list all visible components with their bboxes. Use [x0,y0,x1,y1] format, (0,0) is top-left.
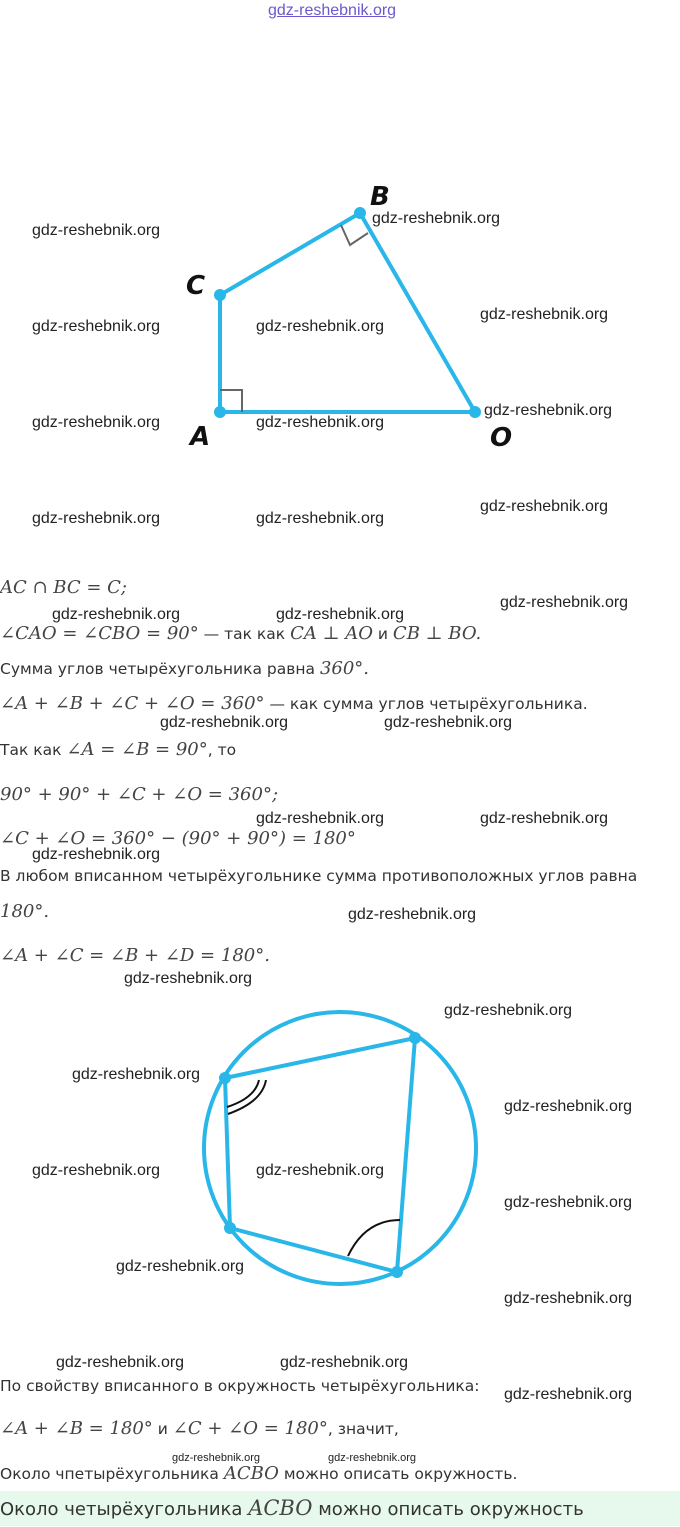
watermark: gdz-reshebnik.org [124,970,253,987]
watermark: gdz-reshebnik.org [276,606,405,623]
watermark: gdz-reshebnik.org [328,1452,417,1464]
watermark: gdz-reshebnik.org [32,846,161,863]
line-right-angles: ∠CAO = ∠CBO = 90° — так как CA ⊥ AO и CB ⊥ BO. [0,623,482,644]
right-angle-mark-b [341,225,368,245]
line-180: 180°. [0,901,50,922]
answer-box: Около четырёхугольника ACBO можно описать окружность [0,1491,680,1526]
vertex-c-label: C [186,271,206,301]
watermark-top[interactable]: gdz-reshebnik.org [268,2,397,19]
watermark: gdz-reshebnik.org [160,714,289,731]
line-by-property: По свойству вписанного в окружность четырёхугольника: [0,1377,480,1395]
watermark: gdz-reshebnik.org [256,810,385,827]
watermark: gdz-reshebnik.org [32,318,161,335]
watermark: gdz-reshebnik.org [32,1162,161,1179]
watermark: gdz-reshebnik.org [504,1098,633,1115]
line-inscribed-equation: ∠A + ∠C = ∠B + ∠D = 180°. [0,945,270,966]
line-result: ∠C + ∠O = 360° − (90° + 90°) = 180° [0,828,356,849]
quadrilateral-shape [220,213,475,412]
watermark: gdz-reshebnik.org [280,1354,409,1371]
inscribed-vertex-1 [219,1072,231,1084]
watermark: gdz-reshebnik.org [444,1002,573,1019]
watermark: gdz-reshebnik.org [52,606,181,623]
watermark: gdz-reshebnik.org [372,210,501,227]
vertex-o-label: O [490,423,513,453]
watermark: gdz-reshebnik.org [484,402,613,419]
watermark: gdz-reshebnik.org [172,1452,261,1464]
vertex-c-point [214,289,226,301]
watermark: gdz-reshebnik.org [256,318,385,335]
inscribed-vertex-4 [224,1222,236,1234]
watermark: gdz-reshebnik.org [348,906,477,923]
vertex-a-point [214,406,226,418]
watermark: gdz-reshebnik.org [32,510,161,527]
watermark: gdz-reshebnik.org [504,1194,633,1211]
watermark: gdz-reshebnik.org [32,222,161,239]
vertex-o-point [469,406,481,418]
line-substitution: 90° + 90° + ∠C + ∠O = 360°; [0,784,279,805]
watermark: gdz-reshebnik.org [256,414,385,431]
watermark: gdz-reshebnik.org [256,1162,385,1179]
line-conclusion-equations: ∠A + ∠B = 180° и ∠C + ∠O = 180°, значит, [0,1418,399,1439]
line-conclusion: Около чпетырёхугольника ACBO можно описать окружность. [0,1463,518,1484]
watermark: gdz-reshebnik.org [500,594,629,611]
watermark: gdz-reshebnik.org [480,498,609,515]
inscribed-quadrilateral-shape [225,1038,415,1272]
watermark: gdz-reshebnik.org [480,810,609,827]
watermark: gdz-reshebnik.org [32,414,161,431]
watermark: gdz-reshebnik.org [384,714,513,731]
vertex-a-label: A [190,422,211,452]
angle-arc-double-inner [227,1080,259,1107]
watermark: gdz-reshebnik.org [480,306,609,323]
line-inscribed-property: В любом вписанном четырёхугольнике сумма противоположных углов равна [0,867,638,885]
line-given-angles: Так как ∠A = ∠B = 90°, то [0,739,237,760]
angle-arc-single [348,1220,400,1256]
line-sum-statement: Сумма углов четырёхугольника равна 360°. [0,658,370,679]
watermark: gdz-reshebnik.org [504,1290,633,1307]
line-sum-equation: ∠A + ∠B + ∠C + ∠O = 360° — как сумма углов четырёхугольника. [0,693,588,714]
watermark: gdz-reshebnik.org [504,1386,633,1403]
vertex-b-label: B [370,182,390,212]
inscribed-vertex-2 [409,1032,421,1044]
watermark: gdz-reshebnik.org [56,1354,185,1371]
inscribed-vertex-3 [391,1266,403,1278]
watermark: gdz-reshebnik.org [116,1258,245,1275]
watermark: gdz-reshebnik.org [72,1066,201,1083]
watermark: gdz-reshebnik.org [256,510,385,527]
line-intersection: AC ∩ BC = C; [0,577,127,598]
vertex-b-point [354,207,366,219]
